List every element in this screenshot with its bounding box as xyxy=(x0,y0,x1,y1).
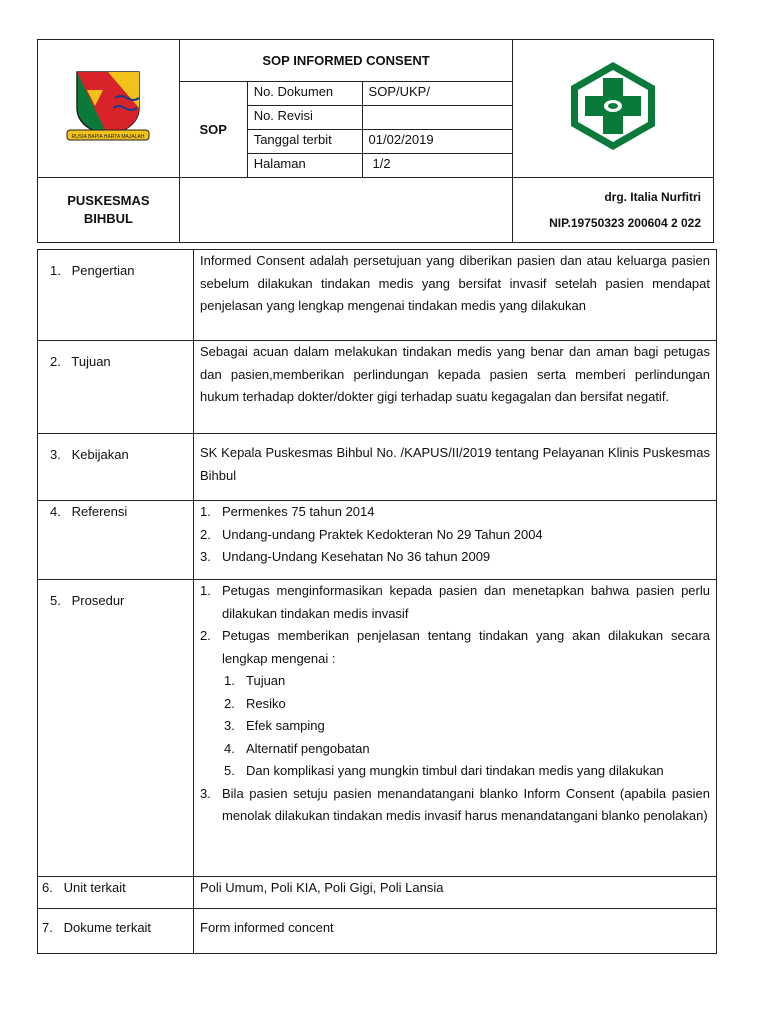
meta-label: Halaman xyxy=(247,154,362,178)
section-row xyxy=(38,909,717,954)
list-item: 2. Undang-undang Praktek Kedokteran No 29 Tahun 2004 xyxy=(200,526,543,542)
procedure-sublist xyxy=(200,670,710,783)
list-item: 3. Undang-Undang Kesehatan No 36 tahun 2009 xyxy=(200,549,491,564)
signatory-nip: NIP.19750323 200604 2 022 xyxy=(549,216,701,230)
meta-label: No. Revisi xyxy=(247,106,362,130)
reference-list xyxy=(200,501,710,569)
section-content xyxy=(194,580,717,877)
list-item: 1. Petugas menginformasikan kepada pasien dan menetapkan bahwa pasien perlu dilakukan tindakan medis invasif xyxy=(200,583,710,621)
section-label: 7. Dokume terkait xyxy=(38,909,194,954)
document-title: SOP INFORMED CONSENT xyxy=(179,40,512,82)
meta-value: SOP/UKP/ xyxy=(362,82,513,106)
section-content: Poli Umum, Poli KIA, Poli Gigi, Poli Lansia xyxy=(194,877,717,909)
list-item: 1. Tujuan xyxy=(224,673,286,688)
section-label: 6. Unit terkait xyxy=(38,877,194,909)
meta-label: Tanggal terbit xyxy=(247,130,362,154)
list-item: 2. Resiko xyxy=(224,695,286,711)
section-content: SK Kepala Puskesmas Bihbul No. /KAPUS/II/2019 tentang Pelayanan Klinis Puskesmas Bihbul xyxy=(194,434,717,501)
section-content xyxy=(194,501,717,580)
sop-body-table xyxy=(37,249,717,954)
procedure-list xyxy=(200,580,710,828)
section-content: Sebagai acuan dalam melakukan tindakan medis yang benar dan aman bagi petugas dan pasien,memberikan perlindungan kepada pasien serta memberi perlindungan hukum terhadap dokter/dokter gigi terhadap suatu kegagalan dan bersifat negatif. xyxy=(194,341,717,434)
meta-value: 01/02/2019 xyxy=(362,130,513,154)
list-item: 5. Dan komplikasi yang mungkin timbul dari tindakan medis yang dilakukan xyxy=(224,763,664,778)
signatory-name: drg. Italia Nurfitri xyxy=(604,190,701,204)
sop-label: SOP xyxy=(179,82,247,178)
section-content: Form informed concent xyxy=(194,909,717,954)
sublist-container xyxy=(200,670,710,783)
section-row xyxy=(38,250,717,341)
list-item: 3. Bila pasien setuju pasien menandatangani blanko Inform Consent (apabila pasien menolak dilakukan tindakan medis invasif harus menandatangani blanko penolakan) xyxy=(200,785,710,823)
emblem-motto: RUSIA BAPIA HARTA MAJALAH xyxy=(71,134,145,140)
list-item: 1. Permenkes 75 tahun 2014 xyxy=(200,504,375,519)
puskesmas-cross-icon xyxy=(565,60,661,152)
header-table xyxy=(37,39,714,243)
right-logo-cell xyxy=(513,40,714,178)
meta-label: No. Dokumen xyxy=(247,82,362,106)
left-logo-cell xyxy=(38,40,180,178)
org-line-2: BIHBUL xyxy=(83,211,133,226)
list-item: 4. Alternatif pengobatan xyxy=(224,740,370,756)
section-label: 5. Prosedur xyxy=(38,580,194,877)
org-line-1: PUSKESMAS xyxy=(67,193,150,208)
meta-value: 1/2 xyxy=(362,154,513,178)
section-row xyxy=(38,501,717,580)
section-label: 4. Referensi xyxy=(38,501,194,580)
section-row xyxy=(38,341,717,434)
signatory xyxy=(513,178,714,243)
district-emblem-icon xyxy=(65,68,151,144)
section-row xyxy=(38,877,717,909)
blank-cell xyxy=(179,178,512,243)
organization-name xyxy=(38,178,180,243)
meta-value xyxy=(362,106,513,130)
list-item: 3. Efek samping xyxy=(224,718,325,733)
list-item: 2. Petugas memberikan penjelasan tentang tindakan yang akan dilakukan secara lengkap mengenai : xyxy=(200,628,710,666)
section-row xyxy=(38,434,717,501)
section-label: 3. Kebijakan xyxy=(38,434,194,501)
section-row xyxy=(38,580,717,877)
section-label: 1. Pengertian xyxy=(38,250,194,341)
section-label: 2. Tujuan xyxy=(38,341,194,434)
section-content: Informed Consent adalah persetujuan yang diberikan pasien dan atau keluarga pasien sebelum dilakukan tindakan medis yang bersifat invasif setelah pasien mendapat penjelasan yang lengkap mengenai tindakan medis yang dilakukan xyxy=(194,250,717,341)
